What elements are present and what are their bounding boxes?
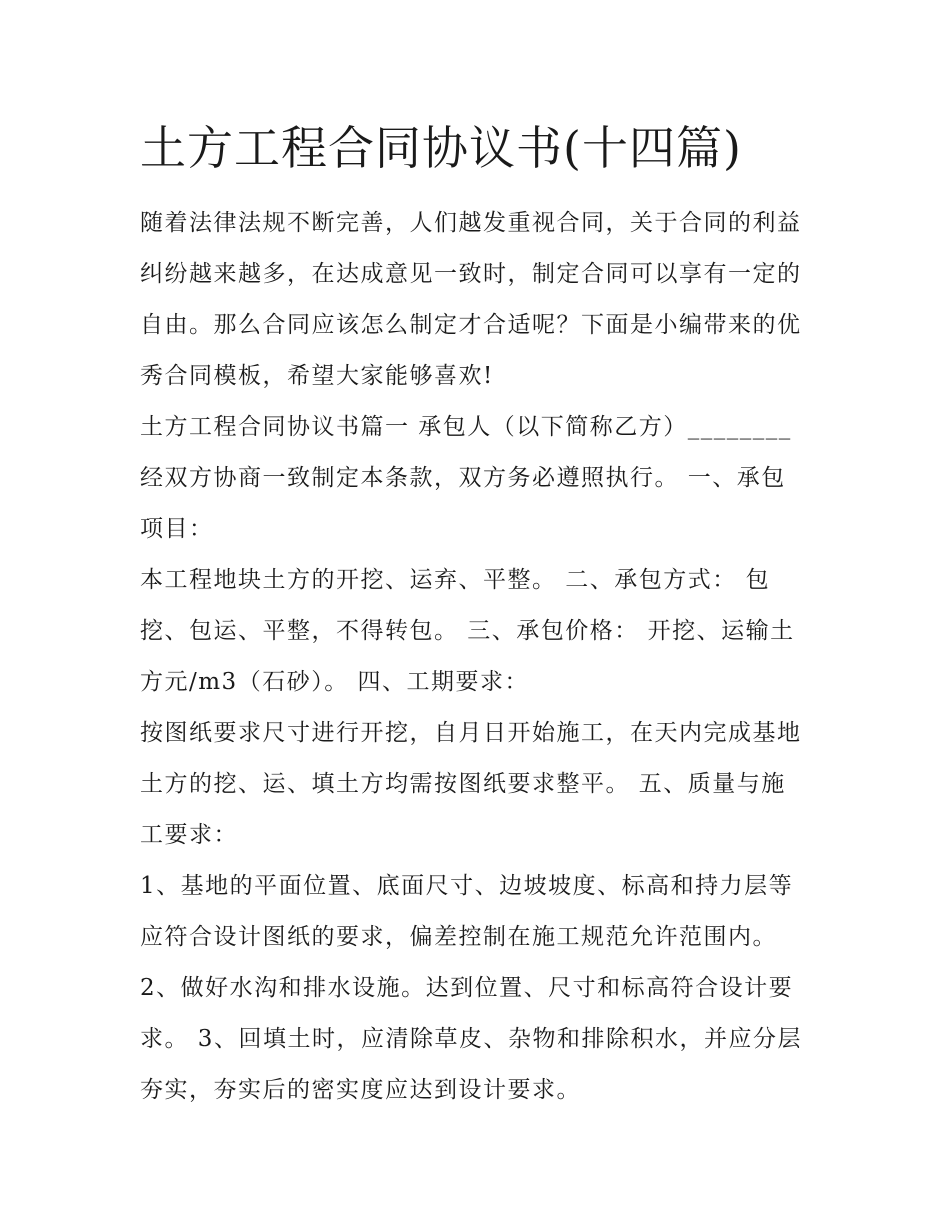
text-line: 土方的挖、运、填土方均需按图纸要求整平。 五、质量与施 <box>140 771 786 797</box>
text-line: 2、做好水沟和排水设施。达到位置、尺寸和标高符合设计要 <box>140 975 794 1001</box>
text-line: 随着法律法规不断完善，人们越发重视合同，关于合同的利益 <box>140 210 802 236</box>
document-title: 土方工程合同协议书(十四篇) <box>140 121 742 175</box>
text-line: 项目： <box>140 516 214 542</box>
text-line: 秀合同模板，希望大家能够喜欢! <box>140 363 494 389</box>
quality-item-1 <box>140 861 820 963</box>
text-line: 按图纸要求尺寸进行开挖，自月日开始施工，在天内完成基地 <box>140 720 802 746</box>
quality-item-2-3 <box>140 963 820 1116</box>
intro-paragraph <box>140 198 820 402</box>
text-line: 纠纷越来越多，在达成意见一致时，制定合同可以享有一定的 <box>140 261 802 287</box>
text-line: 本工程地块土方的开挖、运弃、平整。 二、承包方式： 包 <box>140 567 771 593</box>
text-line: 土方工程合同协议书篇一 承包人（以下简称乙方）________ <box>140 414 792 440</box>
text-line: 夯实，夯实后的密实度应达到设计要求。 <box>140 1077 581 1103</box>
contract-parties-paragraph <box>140 402 820 555</box>
text-line: 应符合设计图纸的要求，偏差控制在施工规范允许范围内。 <box>140 924 777 950</box>
text-line: 方元/m3（石砂）。 四、工期要求： <box>140 669 530 695</box>
text-line: 挖、包运、平整，不得转包。 三、承包价格： 开挖、运输土 <box>140 618 795 644</box>
document-body <box>140 112 820 1116</box>
text-line: 工要求： <box>140 822 238 848</box>
contract-scope-paragraph <box>140 555 820 708</box>
schedule-paragraph <box>140 708 820 861</box>
text-line: 经双方协商一致制定本条款，双方务必遵照执行。 一、承包 <box>140 465 786 491</box>
text-line: 自由。那么合同应该怎么制定才合适呢？下面是小编带来的优 <box>140 312 802 338</box>
text-line: 求。 3、回填土时，应清除草皮、杂物和排除积水，并应分层 <box>140 1026 802 1052</box>
text-line: 1、基地的平面位置、底面尺寸、边坡坡度、标高和持力层等 <box>140 873 794 899</box>
